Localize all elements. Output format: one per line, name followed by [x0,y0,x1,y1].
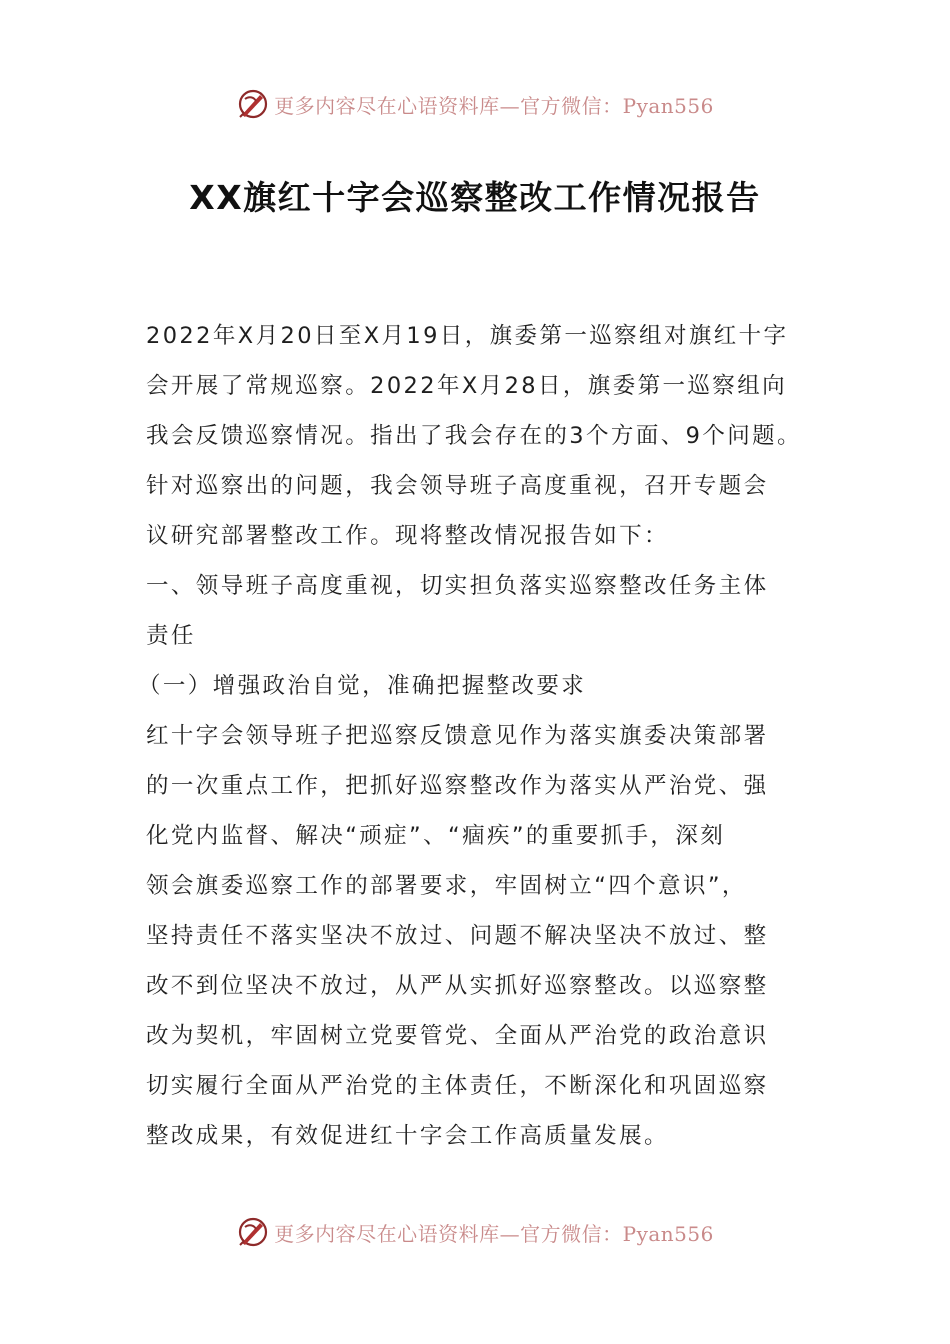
document-body [138,311,836,1161]
body-line: 改为契机，牢固树立党要管党、全面从严治党的政治意识 [146,1023,769,1049]
body-line: 会开展了常规巡察。2022年X月28日，旗委第一巡察组向 [146,373,788,399]
body-line: 化党内监督、解决“顽症”、“痼疾”的重要抓手，深刻 [146,823,726,849]
body-line: 2022年X月20日至X月19日，旗委第一巡察组对旗红十字 [146,323,789,349]
body-line: 整改成果，有效促进红十字会工作高质量发展。 [146,1123,669,1149]
body-line: 议研究部署整改工作。现将整改情况报告如下： [146,523,669,549]
section-heading-line: 责任 [146,623,196,649]
body-line: 领会旗委巡察工作的部署要求，牢固树立“四个意识”， [146,873,747,899]
body-line: 改不到位坚决不放过，从严从实抓好巡察整改。以巡察整 [146,973,769,999]
top-watermark-banner [0,84,950,124]
body-line: 的一次重点工作，把抓好巡察整改作为落实从严治党、强 [146,773,769,799]
pen-logo-icon [236,1215,270,1249]
document-title: XX旗红十字会巡察整改工作情况报告 [189,178,761,217]
watermark-text: 更多内容尽在心语资料库—官方微信：Pyan556 [274,1221,714,1246]
body-line: 坚持责任不落实坚决不放过、问题不解决坚决不放过、整 [146,923,769,949]
pen-logo-icon [236,87,270,121]
body-line: 我会反馈巡察情况。指出了我会存在的3个方面、9个问题。 [146,423,802,449]
subsection-heading-line: （一）增强政治自觉，准确把握整改要求 [138,673,587,699]
section-heading-line: 一、领导班子高度重视，切实担负落实巡察整改任务主体 [146,573,769,599]
body-line: 红十字会领导班子把巡察反馈意见作为落实旗委决策部署 [146,723,769,749]
body-line: 针对巡察出的问题，我会领导班子高度重视，召开专题会 [146,473,769,499]
bottom-watermark-banner [0,1212,950,1252]
watermark-text: 更多内容尽在心语资料库—官方微信：Pyan556 [274,93,714,118]
body-line: 切实履行全面从严治党的主体责任，不断深化和巩固巡察 [146,1073,769,1099]
